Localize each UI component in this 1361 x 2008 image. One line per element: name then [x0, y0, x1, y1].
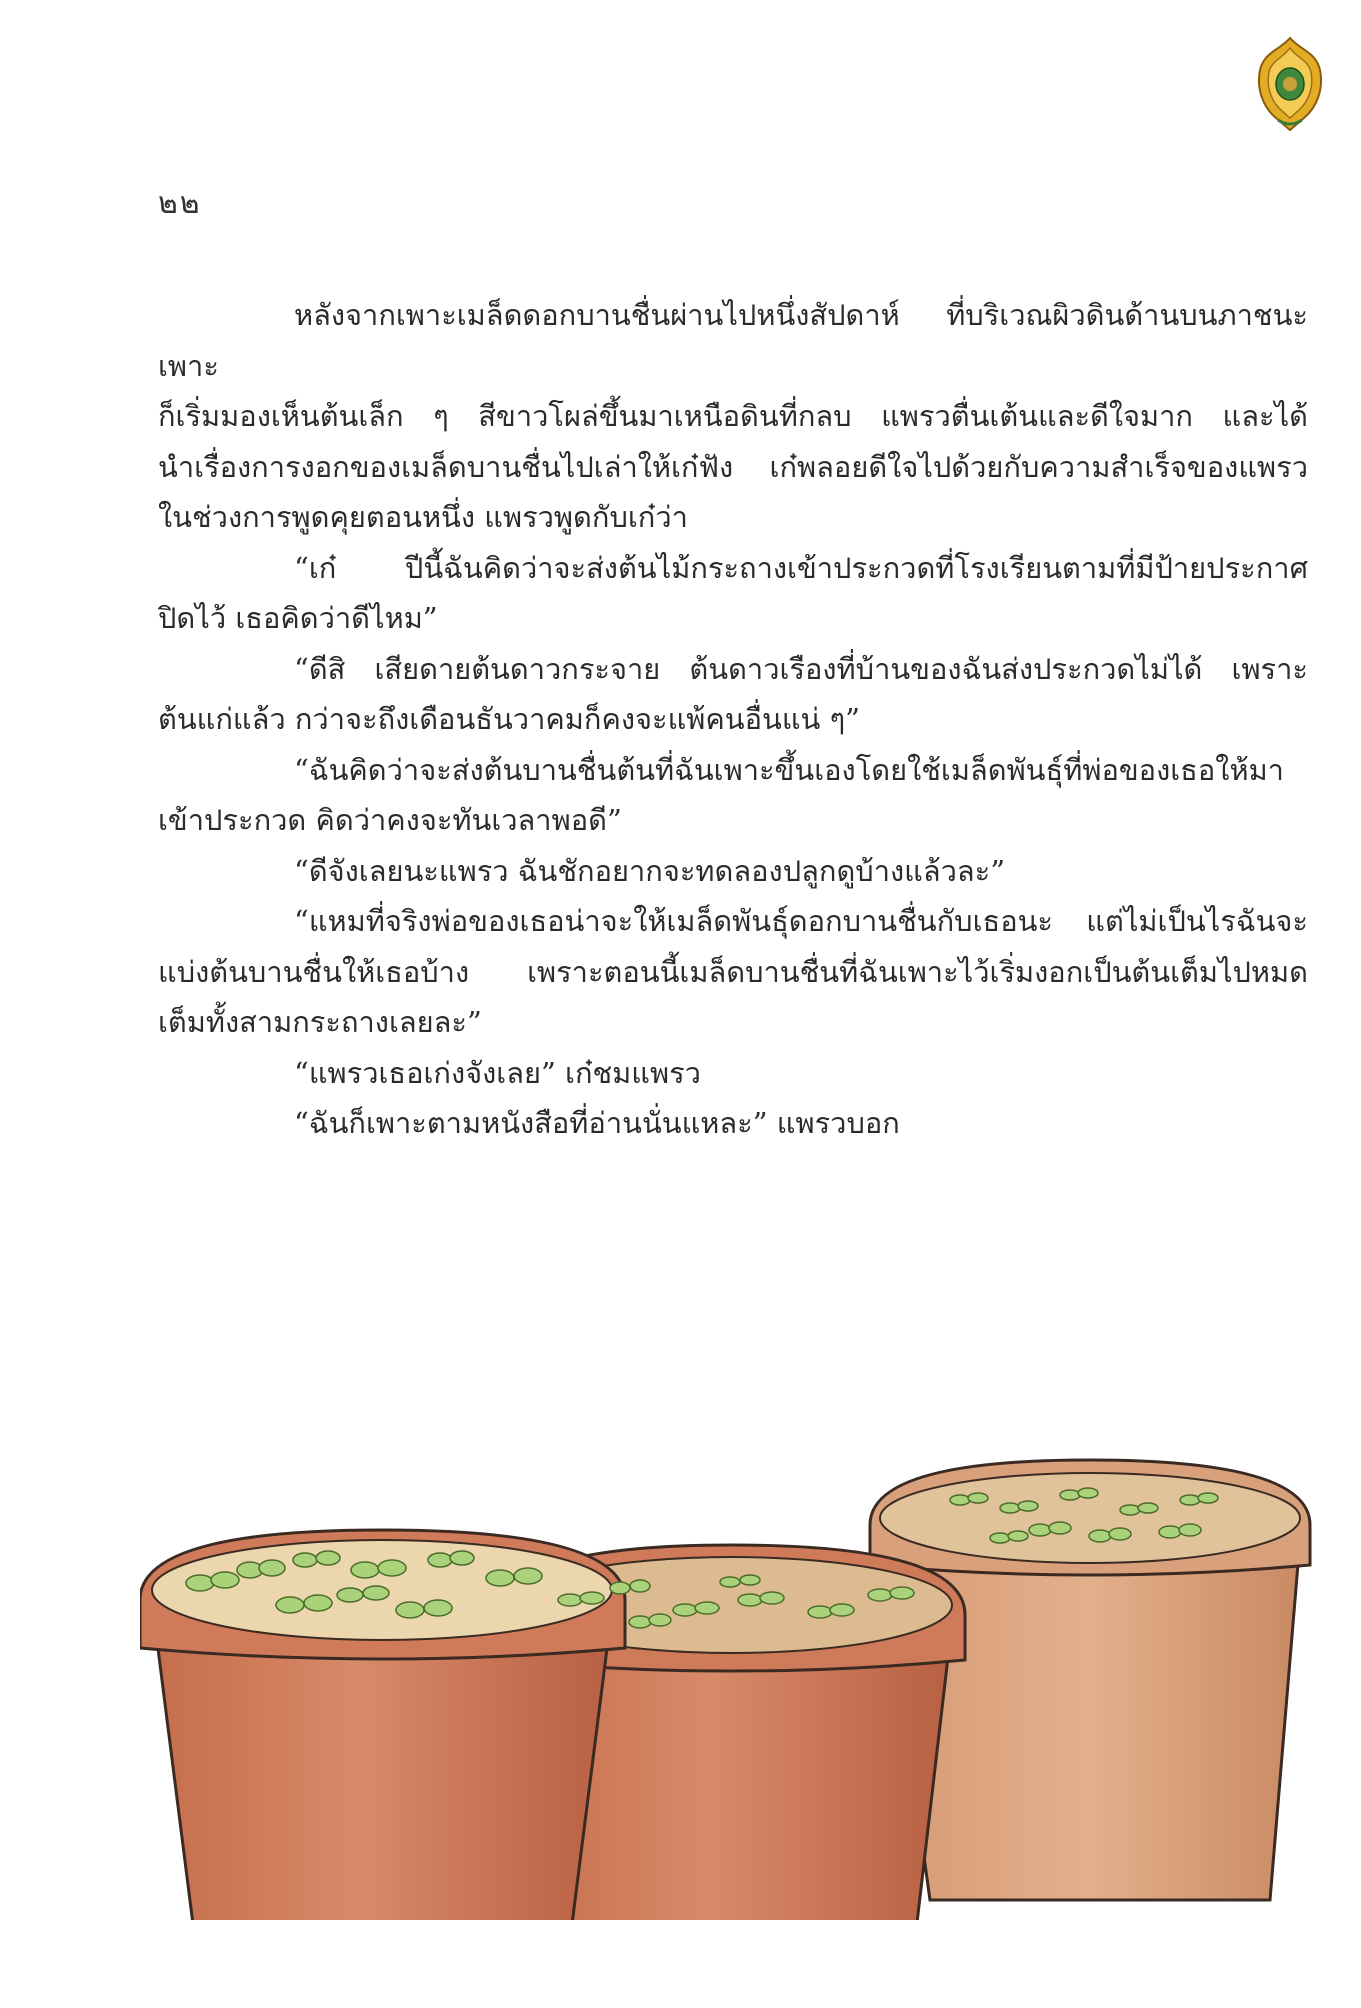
pots-illustration — [140, 1400, 1340, 1920]
story-text — [158, 290, 1308, 1149]
paragraph-4-line: เข้าประกวด คิดว่าคงจะทันเวลาพอดี” — [158, 803, 622, 837]
paragraph-1-line: ก็เริ่มมองเห็นต้นเล็ก ๆ สีขาวโผล่ขึ้นมาเหนือดินที่กลบ แพรวตื่นเต้นและดีใจมาก และได้ — [158, 399, 1308, 433]
paragraph-6-line: แบ่งต้นบานชื่นให้เธอบ้าง เพราะตอนนี้เมล็ดบานชื่นที่ฉันเพาะไว้เริ่มงอกเป็นต้นเต็มไปหมด — [158, 954, 1308, 989]
paragraph-6-line: เต็มทั้งสามกระถางเลยละ” — [158, 1005, 482, 1039]
paragraph-1: หลังจากเพาะเมล็ดดอกบานชื่นผ่านไปหนึ่งสัปดาห์ ที่บริเวณผิวดินด้านบนภาชนะเพาะ — [158, 298, 1308, 383]
paragraph-1-line: นำเรื่องการงอกของเมล็ดบานชื่นไปเล่าให้เก๋ฟัง เก๋พลอยดีใจไปด้วยกับความสำเร็จของแพรว — [158, 449, 1308, 484]
paragraph-2: “เก๋ ปีนี้ฉันคิดว่าจะส่งต้นไม้กระถางเข้าประกวดที่โรงเรียนตามที่มีป้ายประกาศ — [294, 550, 1308, 585]
paragraph-2-line: ปิดไว้ เธอคิดว่าดีไหม” — [158, 601, 438, 635]
paragraph-3: “ดีสิ เสียดายต้นดาวกระจาย ต้นดาวเรืองที่บ้านของฉันส่งประกวดไม่ได้ เพราะ — [294, 651, 1308, 686]
paragraph-7: “แพรวเธอเก่งจังเลย” เก๋ชมแพรว — [294, 1055, 701, 1090]
page-number: ๒๒ — [158, 186, 202, 221]
paragraph-8: “ฉันก็เพาะตามหนังสือที่อ่านนั่นแหละ” แพรวบอก — [294, 1106, 900, 1140]
emblem-logo — [1250, 34, 1330, 134]
paragraph-6: “แหมที่จริงพ่อของเธอน่าจะให้เมล็ดพันธุ์ดอกบานชื่นกับเธอนะ แต่ไม่เป็นไรฉันจะ — [294, 904, 1308, 938]
paragraph-1-line: ในช่วงการพูดคุยตอนหนึ่ง แพรวพูดกับเก๋ว่า — [158, 500, 688, 534]
paragraph-3-line: ต้นแก่แล้ว กว่าจะถึงเดือนธันวาคมก็คงจะแพ้คนอื่นแน่ ๆ” — [158, 702, 860, 736]
paragraph-4: “ฉันคิดว่าจะส่งต้นบานชื่นต้นที่ฉันเพาะขึ้นเองโดยใช้เมล็ดพันธุ์ที่พ่อของเธอให้มา — [294, 752, 1284, 787]
paragraph-5: “ดีจังเลยนะแพรว ฉันชักอยากจะทดลองปลูกดูบ้างแล้วละ” — [294, 853, 1006, 888]
